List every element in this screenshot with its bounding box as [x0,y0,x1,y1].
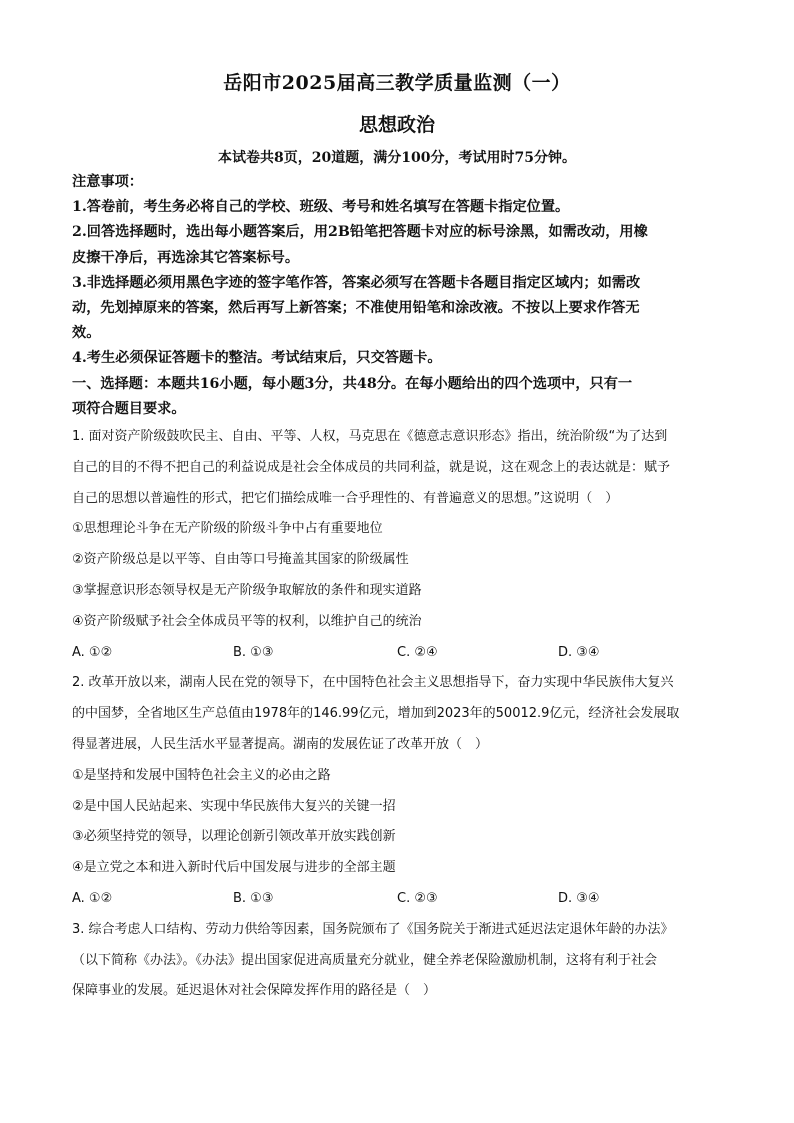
option-c: C. ②③ [397,890,438,906]
answer-options [72,884,722,915]
question-stem-line: 3. 综合考虑人口结构、劳动力供给等因素，国务院颁布了《国务院关于渐进式延迟法定退休年龄的办法》 [72,921,674,937]
exam-page [72,68,722,1007]
question-3 [72,915,722,1007]
option-d: D. ③④ [558,644,600,660]
option-c: C. ②④ [397,644,438,660]
question-stem-line: 2. 改革开放以来，湖南人民在党的领导下，在中国特色社会主义思想指导下，奋力实现中华民族伟大复兴 [72,675,674,691]
exam-info: 本试卷共8页，20道题，满分100分，考试用时75分钟。 [218,150,576,166]
note-line: 2.回答选择题时，选出每小题答案后，用2B铅笔把答题卡对应的标号涂黑，如需改动，用橡 [72,224,648,241]
statement-item: ④是立党之本和进入新时代后中国发展与进步的全部主题 [72,860,396,876]
note-line: 3.非选择题必须用黑色字迹的签字笔作答，答案必须写在答题卡各题目指定区域内；如需改 [72,274,641,291]
statement-item: ③掌握意识形态领导权是无产阶级争取解放的条件和现实道路 [72,583,422,599]
note-line: 效。 [72,325,101,342]
note-line: 4.考生必须保证答题卡的整洁。考试结束后，只交答题卡。 [72,350,442,367]
statement-item: ②资产阶级总是以平等、自由等口号掩盖其国家的阶级属性 [72,552,409,568]
question-stem-line: （以下简称《办法》。《办法》提出国家促进高质量充分就业，健全养老保险激励机制，这将有利于社会 [72,952,658,968]
section-line: 项符合题目要求。 [72,400,186,417]
exam-title: 岳阳市2025届高三教学质量监测（一） [223,72,571,94]
section-heading [72,372,722,422]
notes-block [72,170,722,372]
note-line: 动，先划掉原来的答案，然后再写上新答案；不准使用铅笔和涂改液。不按以上要求作答无 [72,300,640,317]
statement-item: ②是中国人民站起来、实现中华民族伟大复兴的关键一招 [72,798,396,814]
statement-item: ③必须坚持党的领导，以理论创新引领改革开放实践创新 [72,829,396,845]
note-line: 皮擦干净后，再选涂其它答案标号。 [72,249,300,266]
question-2 [72,668,722,914]
question-1 [72,422,722,668]
section-line: 一、选择题：本题共16小题，每小题3分，共48分。在每小题给出的四个选项中，只有一 [72,375,633,392]
option-a: A. ①② [72,644,113,660]
statement-item: ①思想理论斗争在无产阶级的阶级斗争中占有重要地位 [72,521,383,537]
question-stem-line: 的中国梦，全省地区生产总值由1978年的146.99亿元，增加到2023年的50012.9亿元，经济社会发展取 [72,706,680,722]
question-stem-line: 1. 面对资产阶级鼓吹民主、自由、平等、人权，马克思在《德意志意识形态》指出，统治阶级“为了达到 [72,429,668,445]
option-a: A. ①② [72,890,113,906]
question-stem-line: 自己的思想以普遍性的形式，把它们描绘成唯一合乎理性的、有普遍意义的思想。”这说明（ ） [72,490,619,506]
answer-options [72,638,722,669]
statement-item: ①是坚持和发展中国特色社会主义的必由之路 [72,767,331,783]
option-b: B. ①③ [233,644,274,660]
subject-title: 思想政治 [358,114,435,136]
notes-heading: 注意事项： [72,174,143,190]
option-b: B. ①③ [233,890,274,906]
option-d: D. ③④ [558,890,600,906]
note-line: 1.答卷前，考生务必将自己的学校、班级、考号和姓名填写在答题卡指定位置。 [72,199,570,216]
question-stem-line: 保障事业的发展。延迟退休对社会保障发挥作用的路径是（ ） [72,983,437,999]
question-stem-line: 自己的目的不得不把自己的利益说成是社会全体成员的共同利益，就是说，这在观念上的表达就是：赋予 [72,459,671,475]
statement-item: ④资产阶级赋予社会全体成员平等的权利，以维护自己的统治 [72,613,422,629]
question-stem-line: 得显著进展，人民生活水平显著提高。湖南的发展佐证了改革开放（ ） [72,737,489,752]
